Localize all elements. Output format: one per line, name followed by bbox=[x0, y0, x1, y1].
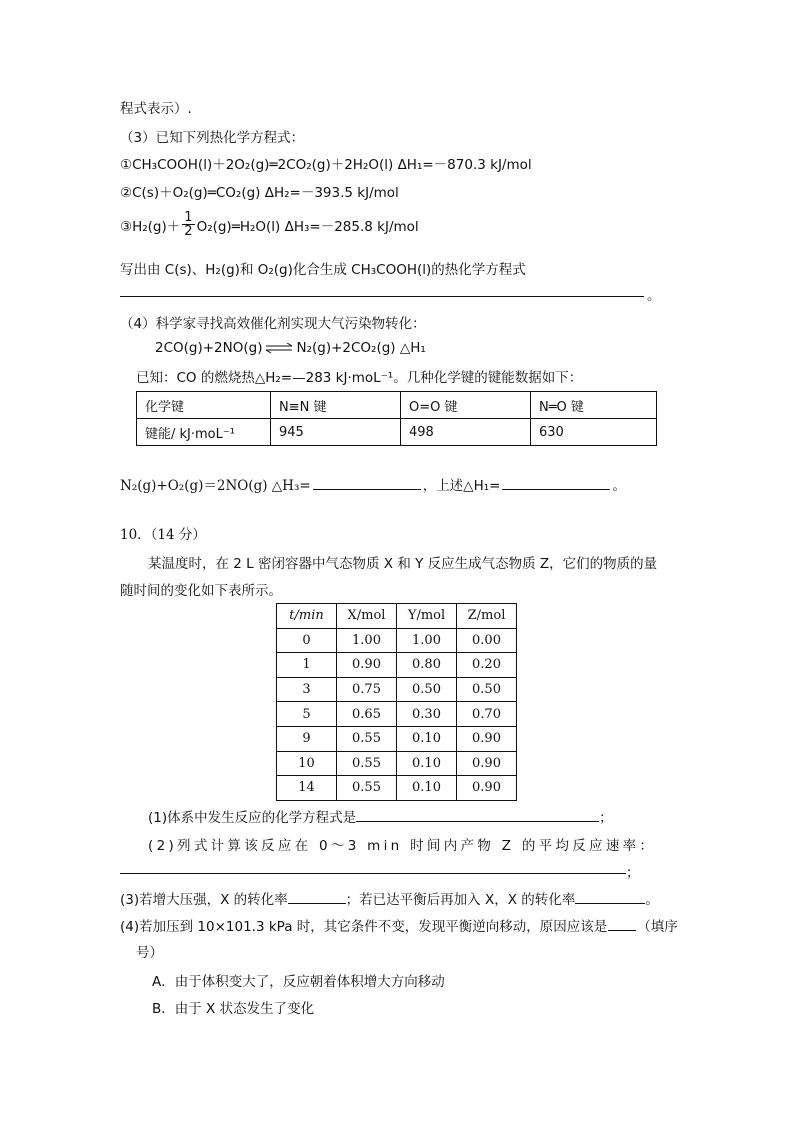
table-cell: 0.00 bbox=[457, 628, 517, 653]
option-b: B．由于 X 状态发生了变化 bbox=[152, 1001, 315, 1017]
reaction-text: ，上述△H₁= bbox=[422, 478, 501, 494]
part-2-line: (2)列式计算该反应在 0～3 min 时间内产物 Z 的平均反应速率： bbox=[148, 838, 657, 854]
dh3-blank[interactable] bbox=[313, 477, 421, 490]
table-header-cell: N≡N 键 bbox=[271, 392, 401, 419]
table-cell: 14 bbox=[277, 776, 337, 801]
table-cell: 0.65 bbox=[337, 702, 397, 727]
text-line: 随时间的变化如下表所示。 bbox=[120, 583, 282, 599]
table-cell: 0.50 bbox=[397, 677, 457, 702]
equation-3 bbox=[120, 211, 419, 238]
table-cell: 0.30 bbox=[397, 702, 457, 727]
dh1-blank[interactable] bbox=[502, 477, 610, 490]
equation-2: ②C(s)＋O₂(g)═CO₂(g) ΔH₂=－393.5 kJ/mol bbox=[120, 185, 399, 201]
table-cell: 0.50 bbox=[457, 677, 517, 702]
table-row-label: 键能/ kJ·moL⁻¹ bbox=[137, 419, 271, 446]
table-cell: 630 bbox=[531, 419, 657, 446]
table-cell: 0.20 bbox=[457, 653, 517, 678]
part-4-text: （填序 bbox=[637, 919, 678, 935]
table-cell: 0.90 bbox=[457, 776, 517, 801]
table-cell: 0.10 bbox=[397, 776, 457, 801]
table-cell: 0.75 bbox=[337, 677, 397, 702]
table-row bbox=[277, 726, 517, 751]
semicolon-mark: ； bbox=[599, 810, 613, 826]
part-4-continuation: 号） bbox=[136, 945, 163, 961]
equilibrium-equation bbox=[155, 340, 426, 356]
table-cell: 0 bbox=[277, 628, 337, 653]
table-cell: 0.80 bbox=[397, 653, 457, 678]
semicolon-mark: ； bbox=[626, 865, 640, 881]
table-cell: 0.55 bbox=[337, 751, 397, 776]
text-line: 某温度时，在 2 L 密闭容器中气态物质 X 和 Y 反应生成气态物质 Z，它们的物质的量 bbox=[148, 556, 658, 572]
part-3-blank-1[interactable] bbox=[288, 891, 346, 904]
reaction-line bbox=[120, 474, 626, 494]
table-cell: 0.55 bbox=[337, 726, 397, 751]
table-header-cell: 化学键 bbox=[137, 392, 271, 419]
subquestion-3-heading: （3）已知下列热化学方程式： bbox=[120, 130, 305, 146]
table-cell: 1.00 bbox=[337, 628, 397, 653]
equation-left: 2CO(g)+2NO(g) bbox=[155, 340, 263, 356]
fraction-numerator: 1 bbox=[184, 210, 193, 225]
part-3-text: (3)若增大压强，X 的转化率 bbox=[120, 892, 288, 908]
table-row bbox=[277, 776, 517, 801]
table-header-row bbox=[137, 392, 657, 419]
table-cell: 1 bbox=[277, 653, 337, 678]
table-cell: 945 bbox=[271, 419, 401, 446]
text-line: 写出由 C(s)、H₂(g)和 O₂(g)化合生成 CH₃COOH(l)的热化学方程式 bbox=[120, 262, 526, 278]
table-cell: 3 bbox=[277, 677, 337, 702]
table-cell: 0.90 bbox=[337, 653, 397, 678]
equilibrium-arrow-icon bbox=[265, 343, 293, 353]
table-cell: 1.00 bbox=[397, 628, 457, 653]
table-cell: 0.90 bbox=[457, 751, 517, 776]
equation-right: N₂(g)+2CO₂(g) △H₁ bbox=[296, 340, 426, 356]
table-cell: 498 bbox=[401, 419, 531, 446]
table-row bbox=[277, 751, 517, 776]
part-2-answer-line[interactable] bbox=[120, 861, 626, 878]
bond-energy-table bbox=[136, 391, 657, 446]
equation-3-suffix: O₂(g)═H₂O(l) ΔH₃=－285.8 kJ/mol bbox=[196, 218, 419, 235]
question-10-heading: 10．（14 分） bbox=[120, 527, 206, 543]
table-header-row bbox=[277, 604, 517, 629]
period-mark: 。 bbox=[612, 478, 626, 494]
table-header-cell: Z/mol bbox=[457, 604, 517, 629]
part-3-blank-2[interactable] bbox=[575, 891, 645, 904]
part-4-text: (4)若加压到 10×101.3 kPa 时，其它条件不变，发现平衡逆向移动，原因应该是 bbox=[120, 919, 608, 935]
part-1-line bbox=[148, 806, 613, 826]
fraction-denominator: 2 bbox=[184, 224, 193, 239]
part-1-text: (1)体系中发生反应的化学方程式是 bbox=[148, 810, 357, 826]
part-4-line bbox=[120, 915, 678, 935]
table-header-cell: t/min bbox=[277, 604, 337, 629]
period-mark: 。 bbox=[647, 288, 661, 304]
table-cell: 0.10 bbox=[397, 726, 457, 751]
table-header-cell: X/mol bbox=[337, 604, 397, 629]
table-row bbox=[277, 653, 517, 678]
table-header-cell: Y/mol bbox=[397, 604, 457, 629]
fraction-half bbox=[182, 211, 194, 238]
table-cell: 10 bbox=[277, 751, 337, 776]
part-1-blank[interactable] bbox=[356, 809, 599, 822]
table-cell: 0.70 bbox=[457, 702, 517, 727]
equation-3-prefix: ③H₂(g)＋ bbox=[120, 218, 181, 235]
subquestion-4-heading: （4）科学家寻找高效催化剂实现大气污染物转化： bbox=[120, 316, 426, 332]
part-3-line bbox=[120, 888, 659, 908]
period-mark: 。 bbox=[645, 892, 659, 908]
equation-1: ①CH₃COOH(l)＋2O₂(g)═2CO₂(g)＋2H₂O(l) ΔH₁=－870.3 kJ/mol bbox=[120, 157, 532, 173]
answer-blank-line[interactable] bbox=[120, 284, 645, 301]
table-row bbox=[277, 677, 517, 702]
option-a: A．由于体积变大了，反应朝着体积增大方向移动 bbox=[152, 974, 445, 990]
text-line: 程式表示）. bbox=[120, 101, 192, 117]
table-row bbox=[137, 419, 657, 446]
table-cell: 0.55 bbox=[337, 776, 397, 801]
table-header-cell: O=O 键 bbox=[401, 392, 531, 419]
part-3-text: ；若已达平衡后再加入 X，X 的转化率 bbox=[345, 892, 576, 908]
table-header-cell: N═O 键 bbox=[531, 392, 657, 419]
reaction-text: N₂(g)+O₂(g)＝2NO(g) △H₃= bbox=[120, 478, 311, 494]
kinetics-table bbox=[276, 603, 517, 801]
table-cell: 9 bbox=[277, 726, 337, 751]
table-cell: 5 bbox=[277, 702, 337, 727]
table-row bbox=[277, 628, 517, 653]
table-cell: 0.10 bbox=[397, 751, 457, 776]
part-4-blank[interactable] bbox=[608, 918, 636, 931]
table-cell: 0.90 bbox=[457, 726, 517, 751]
text-line: 已知：CO 的燃烧热△H₂=—283 kJ·moL⁻¹。几种化学键的键能数据如下： bbox=[136, 370, 583, 386]
table-row bbox=[277, 702, 517, 727]
